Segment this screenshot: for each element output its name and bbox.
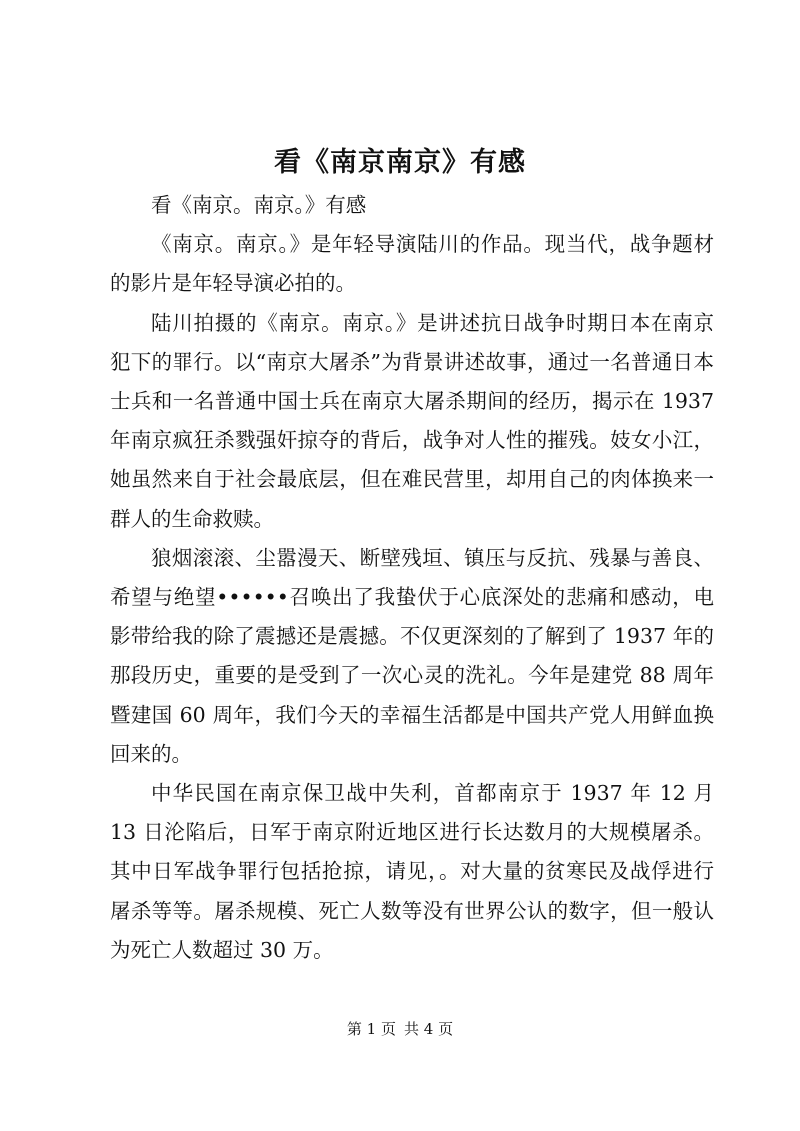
page-number: 第 1 页 (346, 1020, 396, 1038)
paragraph: 陆川拍摄的《南京。南京。》是讲述抗日战争时期日本在南京犯下的罪行。以“南京大屠杀”为背景讲述故事，通过一名普通日本士兵和一名普通中国士兵在南京大屠杀期间的经历，揭示在 1937 年南京疯狂杀戮强奸掠夺的背后，战争对人性的摧残。妓女小江，她虽然来自于社会最底层，但在难民营里，却用自己的肉体换来一群人的生命救赎。 (110, 310, 714, 531)
paragraph: 中华民国在南京保卫战中失利，首都南京于 1937 年 12 月 13 日沦陷后，日军于南京附近地区进行长达数月的大规模屠杀。其中日军战争罪行包括抢掠，请见，。对大量的贫寒民及战俘进行屠杀等等。屠杀规模、死亡人数等没有世界公认的数字，但一般认为死亡人数超过 30 万。 (110, 781, 714, 962)
paragraph: 狼烟滚滚、尘嚣漫天、断壁残垣、镇压与反抗、残暴与善良、希望与绝望••••••召唤出了我蛰伏于心底深处的悲痛和感动，电影带给我的除了震撼还是震撼。不仅更深刻的了解到了 1937 年的那段历史，重要的是受到了一次心灵的洗礼。今年是建党 88 周年暨建国 60 周年，我们今天的幸福生活都是中国共产党人用鲜血换回来的。 (110, 545, 714, 766)
paragraph-subtitle: 看《南京。南京。》有感 (151, 193, 367, 217)
paragraph: 《南京。南京。》是年轻导演陆川的作品。现当代，战争题材的影片是年轻导演必拍的。 (110, 232, 714, 296)
page-footer (0, 1018, 800, 1039)
document-body (110, 186, 714, 970)
document-title: 看《南京南京》有感 (274, 147, 526, 178)
page-total: 共 4 页 (404, 1020, 454, 1038)
